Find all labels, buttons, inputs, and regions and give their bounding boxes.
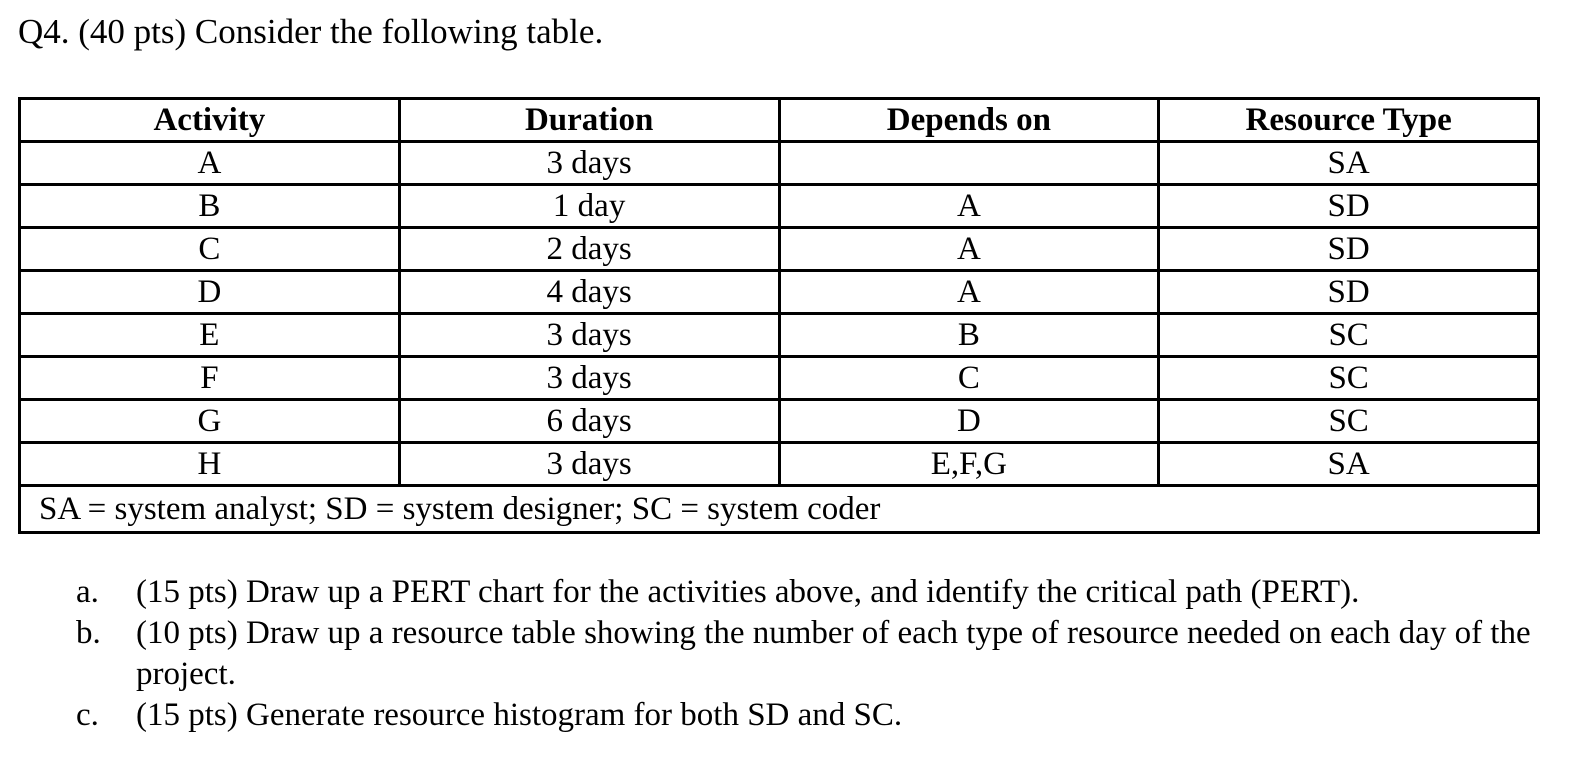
cell-activity: H — [20, 443, 400, 486]
cell-activity: F — [20, 357, 400, 400]
header-resource-type: Resource Type — [1159, 99, 1539, 142]
table-row — [20, 357, 1539, 400]
header-activity: Activity — [20, 99, 400, 142]
cell-resource-type: SD — [1159, 185, 1539, 228]
cell-depends-on — [779, 142, 1159, 185]
cell-resource-type: SC — [1159, 314, 1539, 357]
table-legend: SA = system analyst; SD = system designer; SC = system coder — [20, 486, 1539, 533]
activity-table — [18, 97, 1540, 534]
table-row — [20, 142, 1539, 185]
sub-question-a — [76, 572, 1556, 613]
cell-duration: 3 days — [399, 314, 779, 357]
table-row — [20, 314, 1539, 357]
cell-activity: C — [20, 228, 400, 271]
cell-resource-type: SC — [1159, 357, 1539, 400]
sub-question-c — [76, 695, 1556, 736]
table-row — [20, 271, 1539, 314]
sub-question-text: (10 pts) Draw up a resource table showing the number of each type of resource needed on each day of the project. — [136, 615, 1531, 692]
table-row — [20, 400, 1539, 443]
cell-duration: 3 days — [399, 443, 779, 486]
header-depends-on: Depends on — [779, 99, 1159, 142]
cell-resource-type: SC — [1159, 400, 1539, 443]
cell-resource-type: SA — [1159, 142, 1539, 185]
cell-depends-on: A — [779, 228, 1159, 271]
cell-duration: 3 days — [399, 357, 779, 400]
cell-resource-type: SD — [1159, 228, 1539, 271]
cell-duration: 4 days — [399, 271, 779, 314]
sub-question-b — [76, 613, 1556, 695]
cell-duration: 6 days — [399, 400, 779, 443]
sub-question-text: (15 pts) Draw up a PERT chart for the activities above, and identify the critical path (PERT). — [136, 574, 1360, 610]
sub-question-marker: a. — [76, 574, 99, 610]
sub-question-marker: c. — [76, 697, 99, 733]
sub-question-text: (15 pts) Generate resource histogram for both SD and SC. — [136, 697, 903, 733]
cell-resource-type: SD — [1159, 271, 1539, 314]
cell-depends-on: E,F,G — [779, 443, 1159, 486]
cell-depends-on: A — [779, 271, 1159, 314]
table-header-row — [20, 99, 1539, 142]
cell-duration: 3 days — [399, 142, 779, 185]
cell-activity: G — [20, 400, 400, 443]
cell-activity: A — [20, 142, 400, 185]
cell-activity: E — [20, 314, 400, 357]
question-title: Q4. (40 pts) Consider the following table. — [18, 12, 604, 51]
cell-duration: 2 days — [399, 228, 779, 271]
cell-activity: D — [20, 271, 400, 314]
sub-question-list — [76, 572, 1556, 736]
cell-depends-on: C — [779, 357, 1159, 400]
sub-question-marker: b. — [76, 615, 101, 651]
table-row — [20, 185, 1539, 228]
cell-activity: B — [20, 185, 400, 228]
table-row — [20, 228, 1539, 271]
cell-resource-type: SA — [1159, 443, 1539, 486]
cell-depends-on: B — [779, 314, 1159, 357]
cell-depends-on: A — [779, 185, 1159, 228]
header-duration: Duration — [399, 99, 779, 142]
cell-duration: 1 day — [399, 185, 779, 228]
table-legend-row — [20, 486, 1539, 533]
table-row — [20, 443, 1539, 486]
cell-depends-on: D — [779, 400, 1159, 443]
